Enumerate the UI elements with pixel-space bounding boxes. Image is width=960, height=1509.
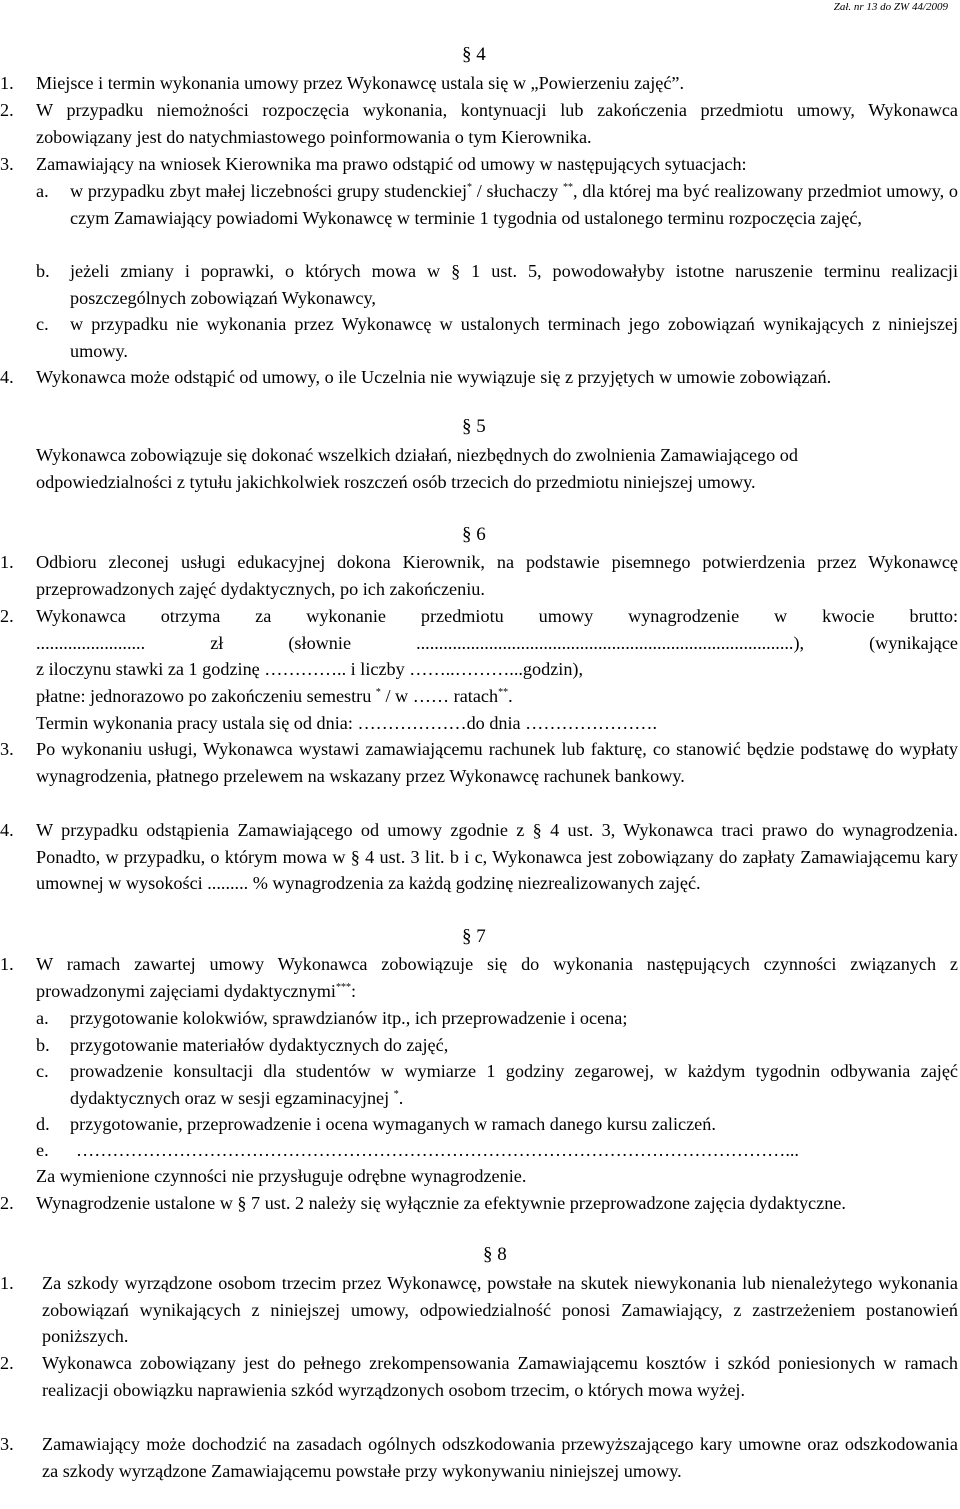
s4-item-b: b. jeżeli zmiany i poprawki, o których mowa w § 1 ust. 5, powodowałyby istotne naruszenie terminu realizacji poszczególnych zobowiązań Wykonawcy, (36, 261, 958, 308)
s6-paragraph-4: 4. W przypadku odstąpienia Zamawiającego od umowy zgodnie z § 4 ust. 3, Wykonawca traci prawo do wynagrodzenia. Ponadto, w przypadku, o którym mowa w § 4 ust. 3 lit. b i c, Wykonawca jest zobowiązany do zapłaty Zamawiającemu kary umownej w wysokości ......... % wynagrodzenia za każdą godzinę niezrealizowanych zajęć. (0, 820, 958, 894)
s6-rate-line: z iloczynu stawki za 1 godzinę ………….. i liczby ……..………...godzin), (36, 659, 584, 680)
s7-paragraph-1: 1. W ramach zawartej umowy Wykonawca zobowiązuje się do wykonania następujących czynności związanych z prowadzonymi zajęciami dydaktycznymi***: (0, 954, 958, 1001)
s8-paragraph-1: 1. Za szkody wyrządzone osobom trzecim przez Wykonawcę, powstałe na skutek niewykonania lub nienależytego wykonania zobowiązań wynikających z niniejszej umowy, odpowiedzialność ponosi Zamawiający, z zastrzeżeniem postanowień poniższych. (0, 1273, 958, 1347)
s7-item-e: e. ………………………………………………………………………………………………………... (36, 1140, 799, 1160)
attachment-header-note: Zał. nr 13 do ZW 44/2009 (833, 1, 948, 13)
s7-item-c: c. prowadzenie konsultacji dla studentów w wymiarze 1 godziny zegarowej, w każdym tygodnin odbywania zajęć dydaktycznych oraz w sesji egzaminacyjnej *. (36, 1061, 958, 1108)
s4-paragraph-4: 4. Wykonawca może odstąpić od umowy, o ile Uczelnia nie wywiązuje się z przyjętych w umowie zobowiązań. (0, 367, 832, 387)
s6-paragraph-1: 1. Odbioru zleconej usługi edukacyjnej dokona Kierownik, na podstawie pisemnego potwierdzenia przez Wykonawcę przeprowadzonych zajęć dydaktycznych, po ich zakończeniu. (0, 552, 958, 599)
s8-paragraph-3: 3. Zamawiający może dochodzić na zasadach ogólnych odszkodowania przewyższającego kary umowne oraz odszkodowania za szkody wyrządzone Zamawiającemu powstałe przy wykonywaniu niniejszej umowy. (0, 1434, 958, 1481)
s7-item-d: d. przygotowanie, przeprowadzenie i ocena wymaganych w ramach danego kursu zaliczeń. (36, 1114, 716, 1134)
s6-amount-line: ........................ zł (słownie ...................................................................................), (wynikające (36, 632, 958, 653)
s7-item-a: a. przygotowanie kolokwiów, sprawdzianów itp., ich przeprowadzenie i ocena; (36, 1008, 628, 1028)
s4-item-a: a. w przypadku zbyt małej liczebności grupy studenckiej* / słuchaczy **, dla której ma być realizowany przedmiot umowy, o czym Zamawiający powiadomi Wykonawcę w terminie 1 tygodnia od ustalonego terminu rozpoczęcia zajęć, (36, 181, 958, 228)
s5-paragraph: Wykonawca zobowiązuje się dokonać wszelkich działań, niezbędnych do zwolnienia Zamawiającego od odpowiedzialności z tytułu jakichkolwiek roszczeń osób trzecich do przedmiotu niniejszej umowy. (36, 445, 798, 492)
s8-paragraph-2: 2. Wykonawca zobowiązany jest do pełnego zrekompensowania Zamawiającemu kosztów i szkód poniesionych w ramach realizacji obowiązku naprawienia szkód wyrządzonych osobom trzecim, o których mowa wyżej. (0, 1353, 958, 1400)
s4-paragraph-1: 1. Miejsce i termin wykonania umowy przez Wykonawcę ustala się w „Powierzeniu zajęć”. (0, 73, 685, 93)
s6-term-line: Termin wykonania pracy ustala się od dnia: ………………do dnia …………………. (36, 713, 658, 733)
s4-paragraph-3: 3. Zamawiający na wniosek Kierownika ma prawo odstąpić od umowy w następujących sytuacjach: (0, 154, 747, 174)
s4-item-c: c. w przypadku nie wykonania przez Wykonawcę w ustalonych terminach jego zobowiązań wynikających z niniejszej umowy. (36, 314, 958, 361)
s6-payment-line: płatne: jednorazowo po zakończeniu semestru * / w …… ratach**. (36, 685, 513, 706)
s7-paragraph-2: 2. Wynagrodzenie ustalone w § 7 ust. 2 należy się wyłącznie za efektywnie przeprowadzone zajęcia dydaktyczne. (0, 1193, 846, 1213)
s6-paragraph-3: 3. Po wykonaniu usługi, Wykonawca wystawi zamawiającemu rachunek lub fakturę, co stanowić będzie podstawę do wypłaty wynagrodzenia, płatnego przelewem na wskazany przez Wykonawcę rachunek bankowy. (0, 739, 958, 786)
s4-paragraph-2: 2. W przypadku niemożności rozpoczęcia wykonania, kontynuacji lub zakończenia przedmiotu umowy, Wykonawca zobowiązany jest do natychmiastowego poinformowania o tym Kierownika. (0, 100, 958, 147)
s6-paragraph-2: 2. Wykonawca otrzyma za wykonanie przedmiotu umowy wynagrodzenie w kwocie brutto: ........................ zł (słownie ...................................................................................), (wynikające z iloczynu stawki za 1 godzinę ………….. i liczby ……..………...godzin), płatne: jednorazowo po zakończeniu semestru * / w …… ratach**. (0, 603, 958, 709)
s7-item-b: b. przygotowanie materiałów dydaktycznych do zajęć, (36, 1035, 449, 1055)
s7-note: Za wymienione czynności nie przysługuje odrębne wynagrodzenie. (36, 1166, 527, 1186)
